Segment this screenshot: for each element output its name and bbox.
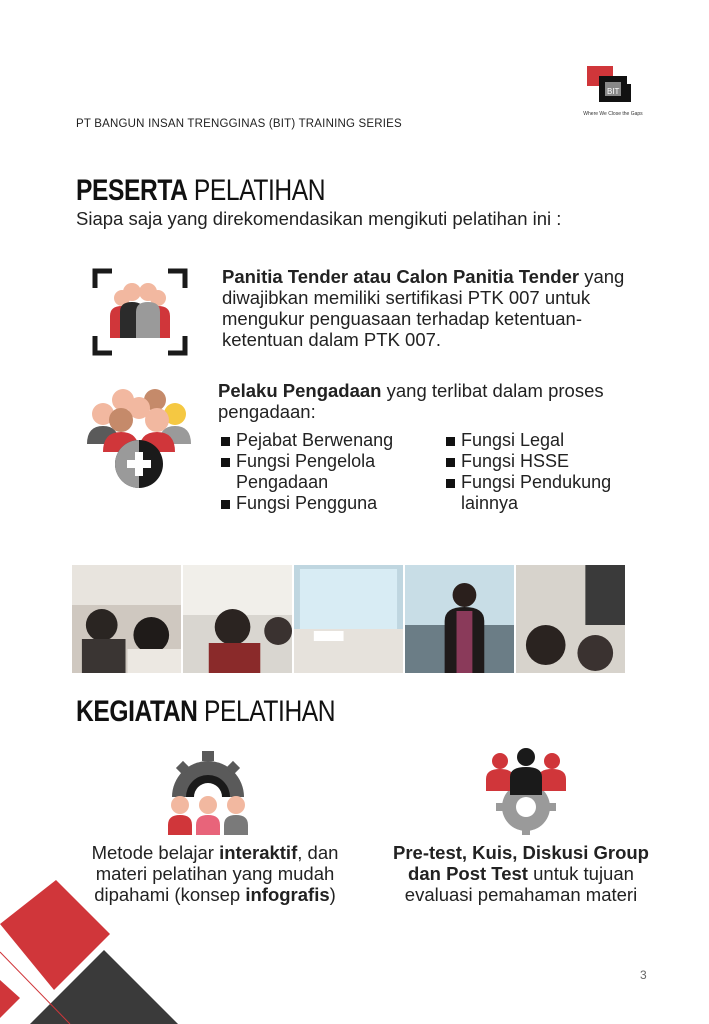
kegiatan-title-light: PELATIHAN: [203, 695, 336, 728]
list-item: Fungsi Pengelola Pengadaan: [221, 451, 421, 493]
peserta-title-bold: PESERTA: [76, 174, 188, 207]
training-photo: [72, 565, 181, 673]
peserta-title-light: PELATIHAN: [193, 174, 326, 207]
peserta-item2-text: yang terlibat dalam proses pengadaan:: [218, 380, 604, 422]
bullet-icon: [446, 437, 455, 446]
list-item: Fungsi HSSE: [446, 451, 636, 472]
bullet-icon: [221, 500, 230, 509]
training-photo: [294, 565, 403, 673]
list-item: Pejabat Berwenang: [221, 430, 421, 451]
page-number: 3: [640, 968, 647, 982]
gear-group-icon: [162, 747, 254, 837]
add-group-icon: [83, 384, 195, 488]
peserta-title: [76, 174, 325, 208]
training-photo: [405, 565, 514, 673]
training-photo: [183, 565, 292, 673]
list-item: Fungsi Pengguna: [221, 493, 421, 514]
training-photo: [516, 565, 625, 673]
kegiatan-caption-1: Metode belajar interaktif, dan materi pelatihan yang mudah dipahami (konsep infografis): [91, 842, 339, 905]
bullet-icon: [446, 479, 455, 488]
peserta-item1-text: yang diwajibkan memiliki sertifikasi PTK 007 untuk mengukur penguasaan terhadap ketentuan-ketentuan dalam PTK 007.: [222, 266, 625, 350]
bullet-icon: [446, 458, 455, 467]
peserta-item2: [218, 380, 638, 422]
bullet-icon: [221, 458, 230, 467]
bullet-icon: [221, 437, 230, 446]
training-photo-strip: [72, 565, 625, 673]
list-item: Fungsi Pendukung lainnya: [446, 472, 636, 514]
target-group-icon: [92, 268, 188, 356]
peserta-subtitle: Siapa saja yang direkomendasikan mengikuti pelatihan ini :: [76, 208, 562, 229]
team-gear-icon: [484, 747, 568, 835]
kegiatan-caption-2: Pre-test, Kuis, Diskusi Group dan Post Test untuk tujuan evaluasi pemahaman materi: [393, 842, 649, 905]
kegiatan-title: [76, 695, 335, 729]
header-company: PT BANGUN INSAN TRENGGINAS (BIT) TRAINING SERIES: [76, 118, 402, 130]
peserta-item1: [222, 266, 642, 350]
peserta-item1-bold: Panitia Tender atau Calon Panitia Tender: [222, 266, 580, 287]
list-item: Fungsi Legal: [446, 430, 636, 451]
participant-list-right: [446, 430, 636, 514]
logo-tagline: Where We Close the Gaps: [583, 111, 643, 117]
corner-decoration: [0, 880, 240, 1024]
participant-list-left: [221, 430, 421, 514]
logo-text: BIT: [607, 87, 620, 96]
kegiatan-title-bold: KEGIATAN: [76, 695, 198, 728]
peserta-item2-bold: Pelaku Pengadaan: [218, 380, 382, 401]
